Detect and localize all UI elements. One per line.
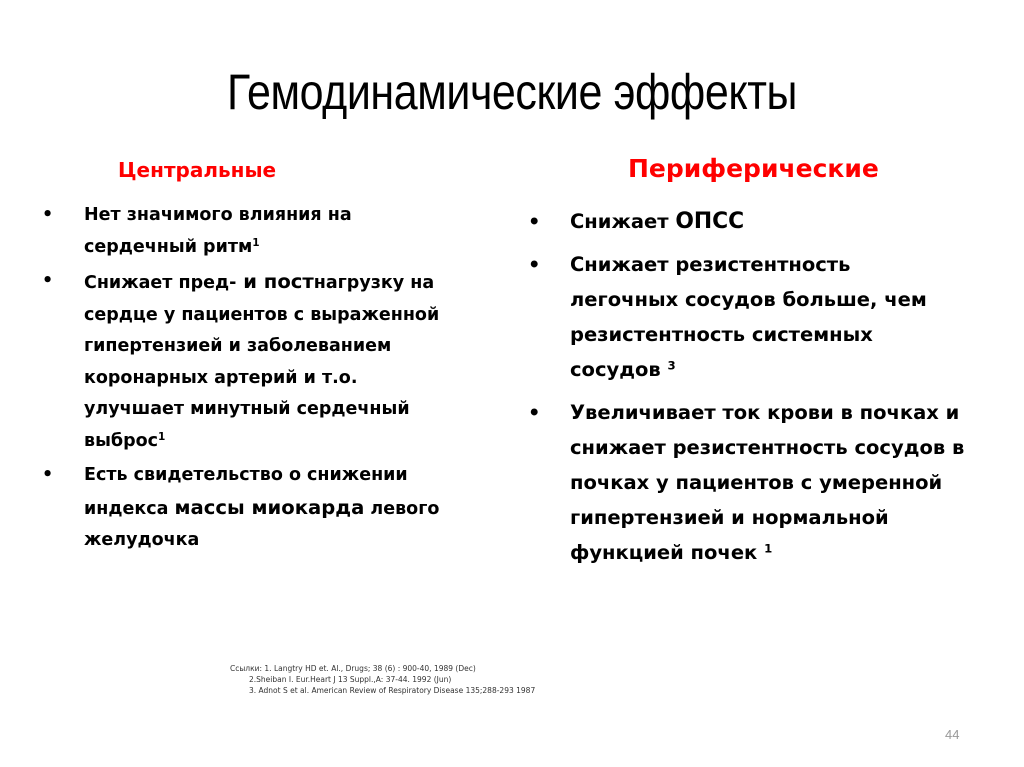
bullet-icon: •	[42, 271, 54, 291]
central-effects-heading: Центральные	[118, 158, 277, 182]
list-item: • Снижает пред- и постнагрузку на сердце у пациентов с выраженной гипертензией и заболеванием коронарных артерий и т.о. улучшает минутный сердечный выброс$^1$	[42, 266, 492, 457]
page-number: 44	[945, 727, 960, 742]
reference-item: 3. Adnot S et al. American Review of Respiratory Disease 135;288-293 1987	[249, 686, 536, 695]
reference-item: 1. Langtry HD et. Al., Drugs; 38 (6) : 900-40, 1989 (Dec)	[264, 664, 476, 673]
references	[230, 663, 535, 696]
footnote-marker: 1	[252, 236, 260, 249]
footnote-marker: 1	[158, 430, 166, 443]
bullet-icon: •	[528, 401, 541, 424]
list-item: • Снижает ОПСС	[528, 204, 1008, 239]
peripheral-effects-list	[528, 204, 1008, 578]
reference-item: 2.Sheiban I. Eur.Heart J 13 Suppl.,A: 37-44. 1992 (Jun)	[249, 675, 452, 684]
references-label: Ссылки:	[230, 664, 263, 673]
footnote-marker: 3	[667, 358, 676, 373]
central-effects-list	[42, 200, 492, 560]
list-item: • Увеличивает ток крови в почках и снижает резистентность сосудов в почках у пациентов с умеренной гипертензией и нормальной функцией почек $^1$	[528, 395, 1008, 570]
list-item: • Нет значимого влияния на сердечный ритм$^1$	[42, 200, 492, 263]
bullet-icon: •	[42, 205, 54, 225]
bullet-icon: •	[528, 253, 541, 276]
bullet-icon: •	[42, 465, 54, 485]
footnote-marker: 1	[764, 541, 773, 556]
list-item: • Есть свидетельство о снижении индекса массы миокарда левого желудочка	[42, 460, 492, 557]
peripheral-effects-heading: Периферические	[628, 154, 879, 183]
bullet-icon: •	[528, 210, 541, 233]
list-item: • Снижает резистентность легочных сосудов больше, чем резистентность системных сосудов $^3$	[528, 247, 1008, 387]
slide-title: Гемодинамические эффекты	[227, 64, 797, 120]
